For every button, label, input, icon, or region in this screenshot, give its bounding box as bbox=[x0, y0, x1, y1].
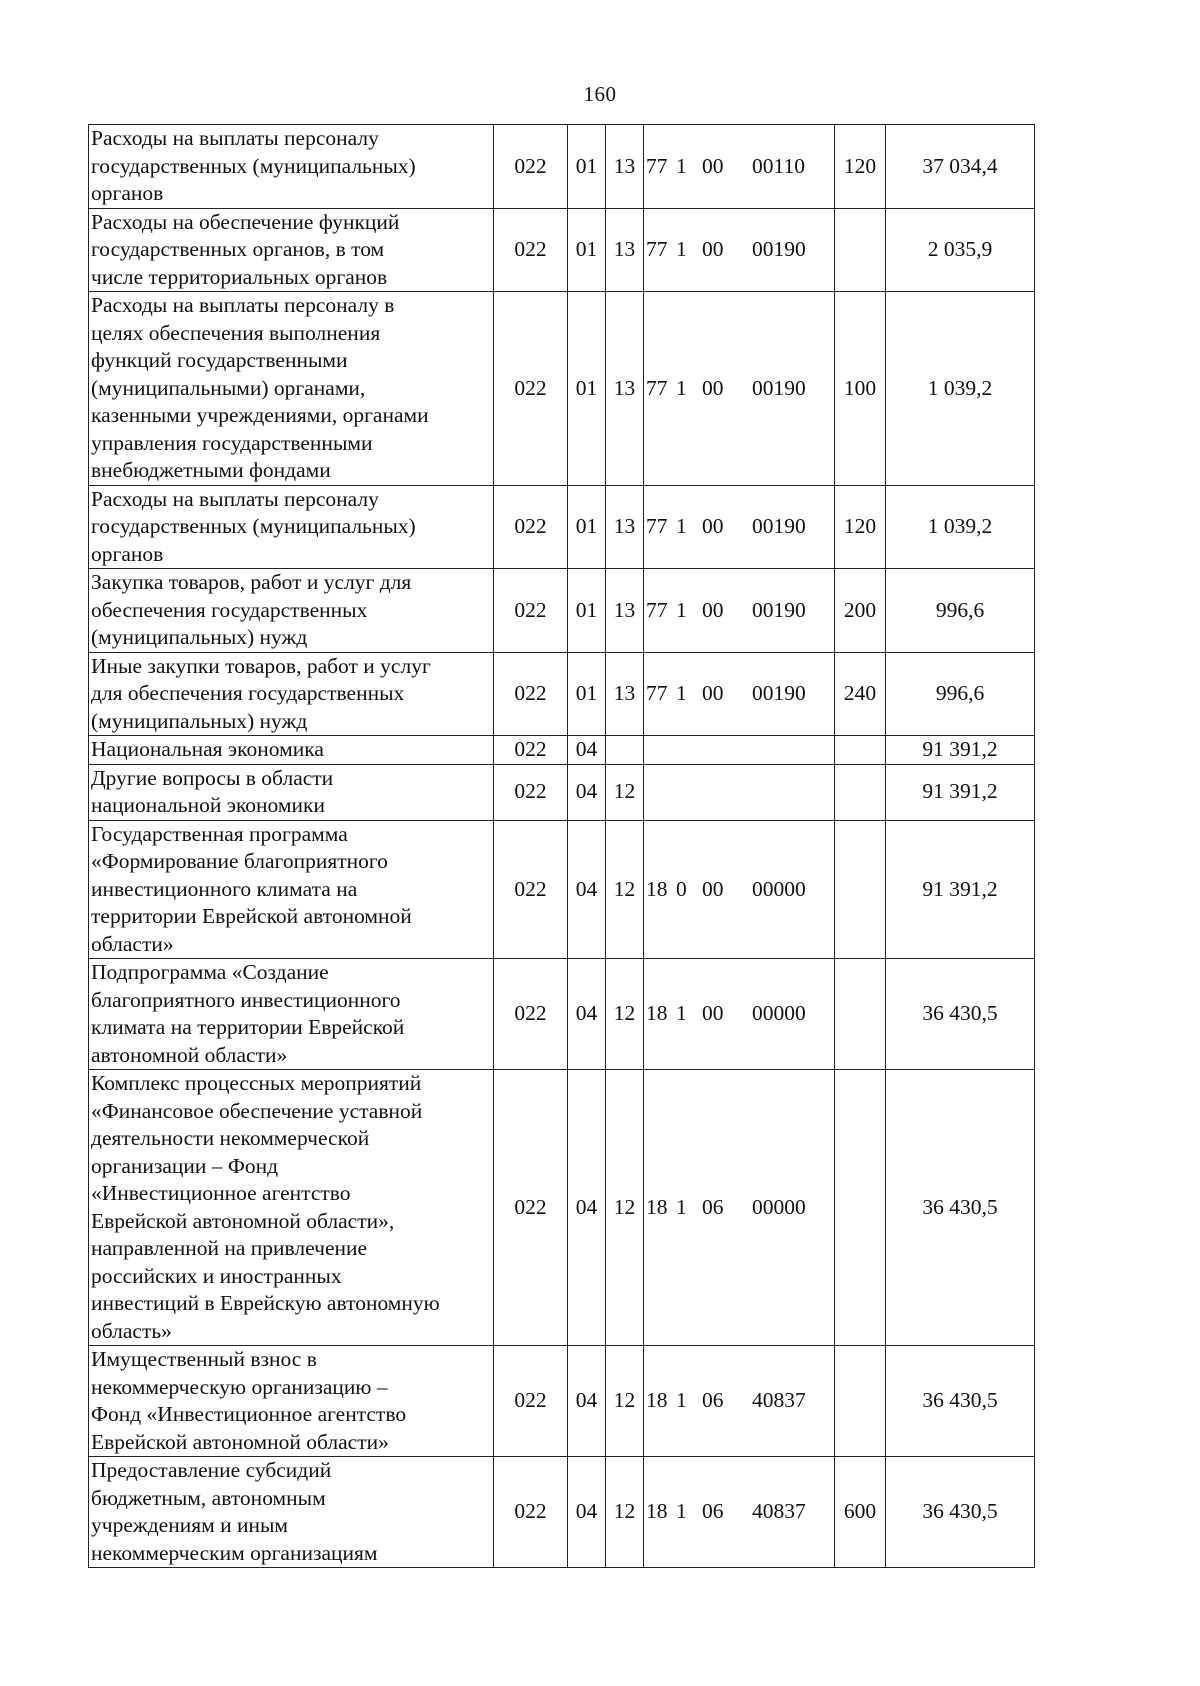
code-gr: 022 bbox=[494, 125, 568, 209]
table-row bbox=[89, 764, 1035, 820]
code-gr: 022 bbox=[494, 485, 568, 569]
target-article-part-2: 1 bbox=[676, 1388, 687, 1413]
code-vr bbox=[835, 736, 886, 765]
amount: 2 035,9 bbox=[886, 208, 1035, 292]
row-description: Другие вопросы в области национальной экономики bbox=[89, 764, 494, 820]
code-target-article bbox=[644, 820, 835, 959]
row-description: Государственная программа «Формирование благоприятного инвестиционного климата на территории Еврейской автономной области» bbox=[89, 820, 494, 959]
target-article-part-2: 1 bbox=[676, 597, 687, 622]
target-article-part-2: 1 bbox=[676, 375, 687, 400]
code-rz: 04 bbox=[568, 820, 606, 959]
code-pr: 13 bbox=[606, 569, 644, 653]
budget-table bbox=[88, 124, 1035, 1568]
code-target-article bbox=[644, 652, 835, 736]
amount: 91 391,2 bbox=[886, 736, 1035, 765]
code-pr: 12 bbox=[606, 764, 644, 820]
code-gr: 022 bbox=[494, 959, 568, 1070]
target-article-part-4: 00190 bbox=[752, 597, 806, 622]
code-pr: 12 bbox=[606, 820, 644, 959]
code-gr: 022 bbox=[494, 736, 568, 765]
code-target-article bbox=[644, 125, 835, 209]
target-article-part-1: 77 bbox=[646, 237, 668, 261]
code-rz: 01 bbox=[568, 208, 606, 292]
code-vr bbox=[835, 959, 886, 1070]
target-article-part-3: 00 bbox=[702, 514, 724, 538]
target-article-part-1: 18 bbox=[646, 1499, 668, 1524]
target-article-part-1: 18 bbox=[646, 1388, 668, 1413]
code-rz: 04 bbox=[568, 1457, 606, 1568]
row-description: Расходы на обеспечение функций государственных органов, в том числе территориальных органов bbox=[89, 208, 494, 292]
table-row bbox=[89, 652, 1035, 736]
target-article-part-3: 06 bbox=[702, 1499, 724, 1524]
table-row bbox=[89, 125, 1035, 209]
code-vr: 600 bbox=[835, 1457, 886, 1568]
code-pr: 12 bbox=[606, 1457, 644, 1568]
table-row bbox=[89, 208, 1035, 292]
target-article-part-4: 00110 bbox=[752, 153, 805, 178]
code-vr: 240 bbox=[835, 652, 886, 736]
code-vr bbox=[835, 1070, 886, 1346]
target-article-part-4: 40837 bbox=[752, 1388, 806, 1413]
code-gr: 022 bbox=[494, 292, 568, 486]
code-pr: 12 bbox=[606, 1070, 644, 1346]
amount: 36 430,5 bbox=[886, 1346, 1035, 1457]
code-target-article bbox=[644, 1457, 835, 1568]
amount: 36 430,5 bbox=[886, 959, 1035, 1070]
code-rz: 01 bbox=[568, 292, 606, 486]
code-vr bbox=[835, 820, 886, 959]
code-vr: 120 bbox=[835, 125, 886, 209]
amount: 37 034,4 bbox=[886, 125, 1035, 209]
target-article-part-2: 0 bbox=[676, 876, 687, 901]
code-target-article bbox=[644, 959, 835, 1070]
target-article-part-1: 18 bbox=[646, 876, 668, 901]
code-rz: 04 bbox=[568, 764, 606, 820]
code-vr: 200 bbox=[835, 569, 886, 653]
code-target-article bbox=[644, 736, 835, 765]
code-rz: 01 bbox=[568, 125, 606, 209]
code-gr: 022 bbox=[494, 820, 568, 959]
code-target-article bbox=[644, 292, 835, 486]
amount: 1 039,2 bbox=[886, 485, 1035, 569]
table-row bbox=[89, 736, 1035, 765]
target-article-part-1: 18 bbox=[646, 1001, 668, 1026]
target-article-part-3: 00 bbox=[702, 876, 724, 901]
target-article-part-4: 00190 bbox=[752, 375, 806, 400]
code-pr: 13 bbox=[606, 485, 644, 569]
code-target-article bbox=[644, 1070, 835, 1346]
target-article-part-1: 77 bbox=[646, 514, 668, 538]
code-target-article bbox=[644, 208, 835, 292]
code-pr: 13 bbox=[606, 292, 644, 486]
code-target-article bbox=[644, 485, 835, 569]
code-vr: 100 bbox=[835, 292, 886, 486]
code-gr: 022 bbox=[494, 652, 568, 736]
target-article-part-2: 1 bbox=[676, 1194, 687, 1219]
target-article-part-3: 00 bbox=[702, 681, 724, 705]
target-article-part-4: 00190 bbox=[752, 681, 806, 705]
code-pr: 13 bbox=[606, 125, 644, 209]
target-article-part-3: 00 bbox=[702, 153, 724, 178]
table-row bbox=[89, 569, 1035, 653]
target-article-part-2: 1 bbox=[676, 1001, 687, 1026]
target-article-part-3: 00 bbox=[702, 597, 724, 622]
row-description: Расходы на выплаты персоналу государственных (муниципальных) органов bbox=[89, 125, 494, 209]
row-description: Подпрограмма «Создание благоприятного инвестиционного климата на территории Еврейской автономной области» bbox=[89, 959, 494, 1070]
amount: 996,6 bbox=[886, 569, 1035, 653]
code-vr: 120 bbox=[835, 485, 886, 569]
target-article-part-4: 00000 bbox=[752, 1194, 806, 1219]
amount: 91 391,2 bbox=[886, 820, 1035, 959]
code-pr bbox=[606, 736, 644, 765]
target-article-part-2: 1 bbox=[676, 1499, 687, 1524]
code-rz: 04 bbox=[568, 736, 606, 765]
table-row bbox=[89, 485, 1035, 569]
amount: 91 391,2 bbox=[886, 764, 1035, 820]
target-article-part-4: 00000 bbox=[752, 1001, 806, 1026]
code-rz: 01 bbox=[568, 652, 606, 736]
code-pr: 13 bbox=[606, 208, 644, 292]
target-article-part-1: 77 bbox=[646, 681, 668, 705]
target-article-part-3: 06 bbox=[702, 1194, 724, 1219]
code-gr: 022 bbox=[494, 764, 568, 820]
code-target-article bbox=[644, 1346, 835, 1457]
code-vr bbox=[835, 1346, 886, 1457]
row-description: Расходы на выплаты персоналу в целях обеспечения выполнения функций государственными (муниципальными) органами, казенными учреждениями, органами управления государственными внебюджетными фондами bbox=[89, 292, 494, 486]
target-article-part-4: 40837 bbox=[752, 1499, 806, 1524]
target-article-part-2: 1 bbox=[676, 514, 687, 538]
amount: 36 430,5 bbox=[886, 1070, 1035, 1346]
target-article-part-2: 1 bbox=[676, 153, 687, 178]
target-article-part-4: 00190 bbox=[752, 237, 806, 261]
code-gr: 022 bbox=[494, 1070, 568, 1346]
target-article-part-3: 06 bbox=[702, 1388, 724, 1413]
table-row bbox=[89, 1070, 1035, 1346]
target-article-part-3: 00 bbox=[702, 375, 724, 400]
code-target-article bbox=[644, 569, 835, 653]
row-description: Иные закупки товаров, работ и услуг для обеспечения государственных (муниципальных) нужд bbox=[89, 652, 494, 736]
target-article-part-1: 77 bbox=[646, 597, 668, 622]
amount: 36 430,5 bbox=[886, 1457, 1035, 1568]
target-article-part-2: 1 bbox=[676, 681, 687, 705]
row-description: Комплекс процессных мероприятий «Финансовое обеспечение уставной деятельности некоммерческой организации – Фонд «Инвестиционное агентство Еврейской автономной области», направленной на привлечение российских и иностранных инвестиций в Еврейскую автономную область» bbox=[89, 1070, 494, 1346]
code-vr bbox=[835, 764, 886, 820]
code-target-article bbox=[644, 764, 835, 820]
code-gr: 022 bbox=[494, 569, 568, 653]
code-vr bbox=[835, 208, 886, 292]
target-article-part-1: 77 bbox=[646, 375, 668, 400]
target-article-part-3: 00 bbox=[702, 1001, 724, 1026]
code-rz: 04 bbox=[568, 1346, 606, 1457]
code-pr: 12 bbox=[606, 959, 644, 1070]
target-article-part-4: 00190 bbox=[752, 514, 806, 538]
code-rz: 01 bbox=[568, 485, 606, 569]
row-description: Имущественный взнос в некоммерческую организацию – Фонд «Инвестиционное агентство Еврейской автономной области» bbox=[89, 1346, 494, 1457]
target-article-part-3: 00 bbox=[702, 237, 724, 261]
page-number: 160 bbox=[583, 82, 617, 106]
row-description: Предоставление субсидий бюджетным, автономным учреждениям и иным некоммерческим организациям bbox=[89, 1457, 494, 1568]
amount: 996,6 bbox=[886, 652, 1035, 736]
code-pr: 13 bbox=[606, 652, 644, 736]
code-rz: 04 bbox=[568, 959, 606, 1070]
target-article-part-2: 1 bbox=[676, 237, 687, 261]
code-gr: 022 bbox=[494, 208, 568, 292]
code-gr: 022 bbox=[494, 1457, 568, 1568]
target-article-part-1: 77 bbox=[646, 153, 668, 178]
code-rz: 04 bbox=[568, 1070, 606, 1346]
table-row bbox=[89, 959, 1035, 1070]
row-description: Национальная экономика bbox=[89, 736, 494, 765]
table-row bbox=[89, 1457, 1035, 1568]
code-pr: 12 bbox=[606, 1346, 644, 1457]
code-rz: 01 bbox=[568, 569, 606, 653]
target-article-part-1: 18 bbox=[646, 1194, 668, 1219]
table-row bbox=[89, 820, 1035, 959]
table-row bbox=[89, 292, 1035, 486]
table-row bbox=[89, 1346, 1035, 1457]
row-description: Закупка товаров, работ и услуг для обеспечения государственных (муниципальных) нужд bbox=[89, 569, 494, 653]
amount: 1 039,2 bbox=[886, 292, 1035, 486]
code-gr: 022 bbox=[494, 1346, 568, 1457]
target-article-part-4: 00000 bbox=[752, 876, 806, 901]
row-description: Расходы на выплаты персоналу государственных (муниципальных) органов bbox=[89, 485, 494, 569]
